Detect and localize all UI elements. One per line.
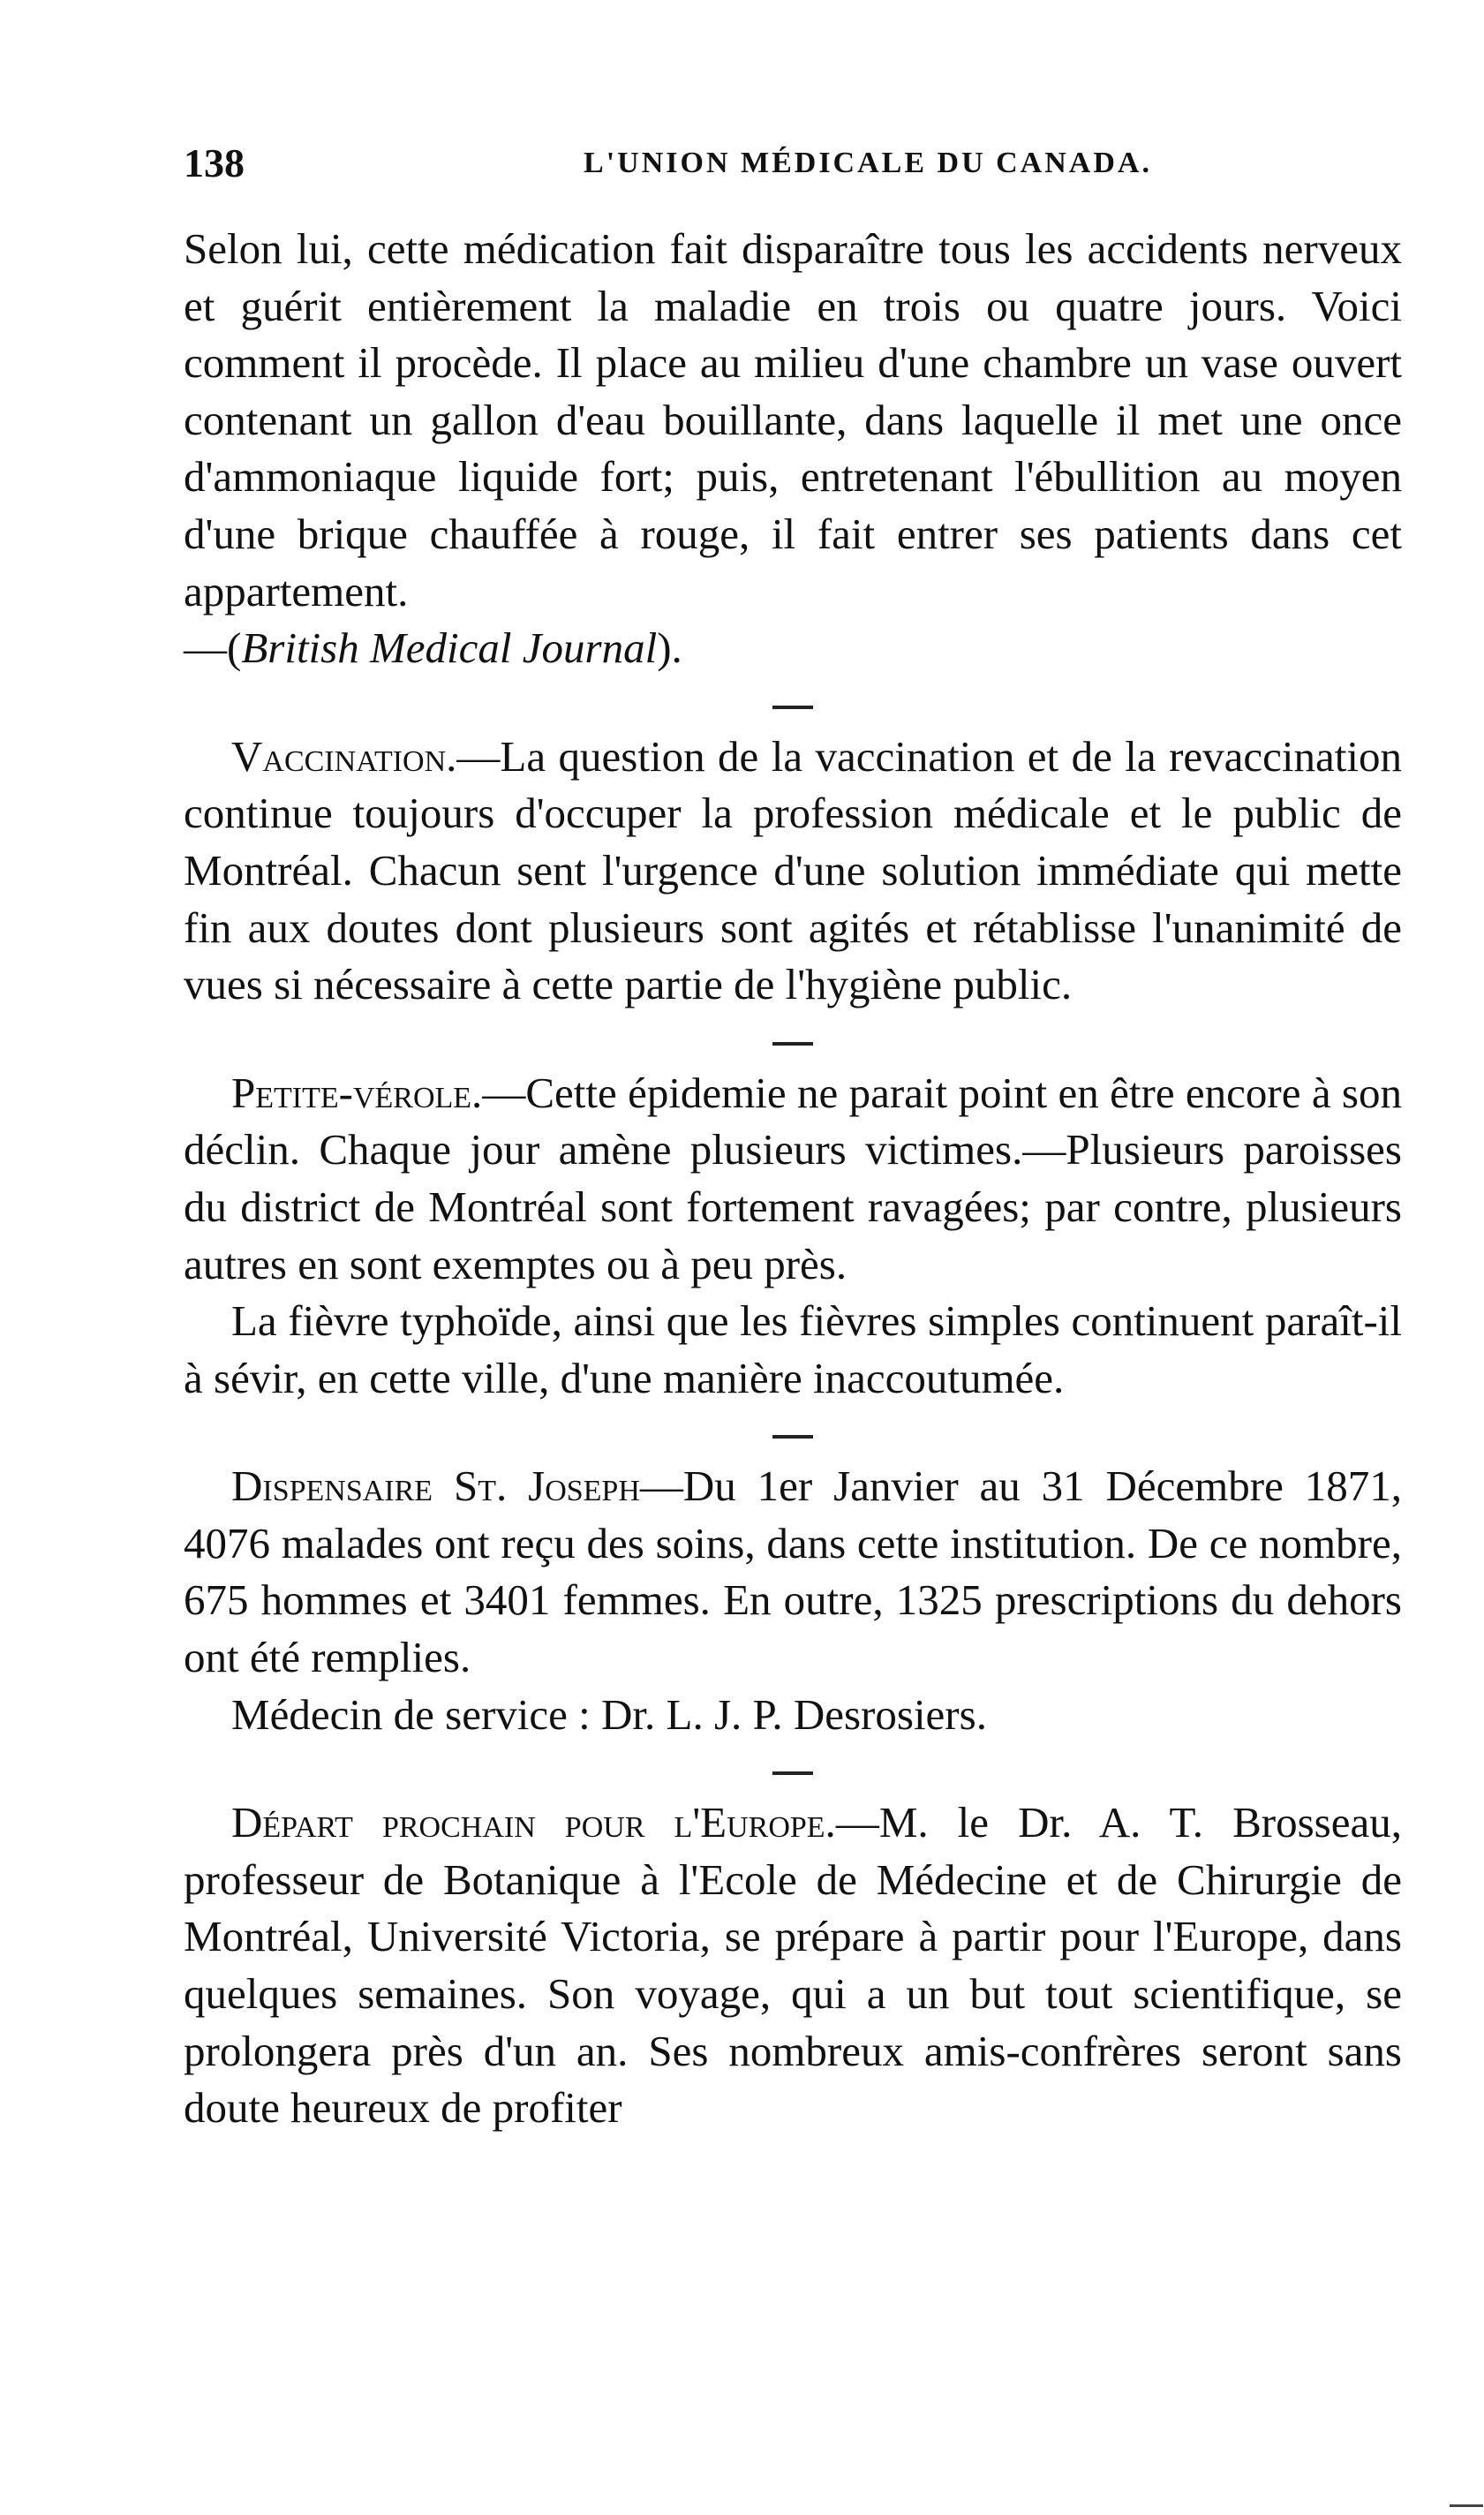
spacer (184, 1014, 1402, 1042)
section-text: —Du 1er Janvier au 31 Décembre 1871, 4076 malades ont reçu des soins, dans cette institution. De ce nombre, 675 hommes et 3401 femmes. En outre, 1325 prescriptions du dehors ont été remplies. (184, 1461, 1402, 1682)
citation-journal: British Medical Journal (241, 623, 658, 673)
article-body (184, 221, 1402, 2137)
spacer (184, 1743, 1402, 1771)
spacer (184, 709, 1402, 729)
spacer (184, 677, 1402, 706)
page-number: 138 (184, 140, 245, 185)
spacer (184, 1046, 1402, 1065)
section-text: —M. le Dr. A. T. Brosseau, professeur de Botanique à l'Ecole de Médecine et de Chirurgie de Montréal, Université Victoria, se prépare à partir pour l'Europe, dans quelques semaines. Son voyage, qui a un but tout scientifique, se prolongera près d'un an. Ses nombreux amis-confrères seront sans doute heureux de profiter (184, 1798, 1402, 2133)
paragraph-fievre-typhoide (184, 1293, 1402, 1407)
section-text: —Cette épidemie ne parait point en être encore à son déclin. Chaque jour amène plusieurs victimes.—Plusieurs paroisses du district de Montréal sont fortement ravagées; par contre, plusieurs autres en sont exemptes ou à peu près. (184, 1068, 1402, 1288)
section-vaccination (184, 729, 1402, 1014)
spacer (184, 1407, 1402, 1435)
running-title: L'UNION MÉDICALE DU CANADA. (584, 147, 1152, 179)
section-text: —La question de la vaccination et de la revaccination continue toujours d'occuper la profession médicale et le public de Montréal. Chacun sent l'urgence d'une solution immédiate qui mette fin aux doutes dont plusieurs sont agités et rétablisse l'unanimité de vues si nécessaire à cette partie de l'hygiène public. (184, 731, 1402, 1009)
section-depart-europe (184, 1794, 1402, 2137)
page-header (184, 132, 1402, 194)
section-heading: Dispensaire St. Joseph (231, 1461, 640, 1511)
citation (184, 620, 1402, 677)
page (184, 132, 1402, 2137)
paragraph-text: La fièvre typhoïde, ainsi que les fièvres simples continuent paraît-il à sévir, en cette ville, d'une manière inaccoutumée. (184, 1296, 1402, 1402)
citation-suffix: ). (657, 623, 682, 673)
paragraph-selon-lui (184, 221, 1402, 620)
section-dispensaire (184, 1458, 1402, 1686)
section-heading: Vaccination. (231, 731, 457, 781)
paragraph-text: Selon lui, cette médication fait disparaître tous les accidents nerveux et guérit entièrement la maladie en trois ou quatre jours. Voici comment il procède. Il place au milieu d'une chambre un vase ouvert contenant un gallon d'eau bouillante, dans laquelle il met une once d'ammoniaque liquide fort; puis, entretenant l'ébullition au moyen d'une brique chauffée à rouge, il fait entrer ses patients dans cet appartement. (184, 224, 1402, 616)
section-heading: Petite-vérole. (231, 1068, 483, 1117)
section-petite-verole (184, 1065, 1402, 1293)
paragraph-text: Médecin de service : Dr. L. J. P. Desrosiers. (231, 1689, 987, 1739)
section-heading: Départ prochain pour l'Europe. (231, 1798, 836, 1847)
scan-edge-mark (1450, 2504, 1483, 2507)
spacer (184, 1439, 1402, 1458)
spacer (184, 1775, 1402, 1794)
paragraph-medecin-service (184, 1687, 1402, 1744)
citation-prefix: —( (184, 623, 242, 673)
